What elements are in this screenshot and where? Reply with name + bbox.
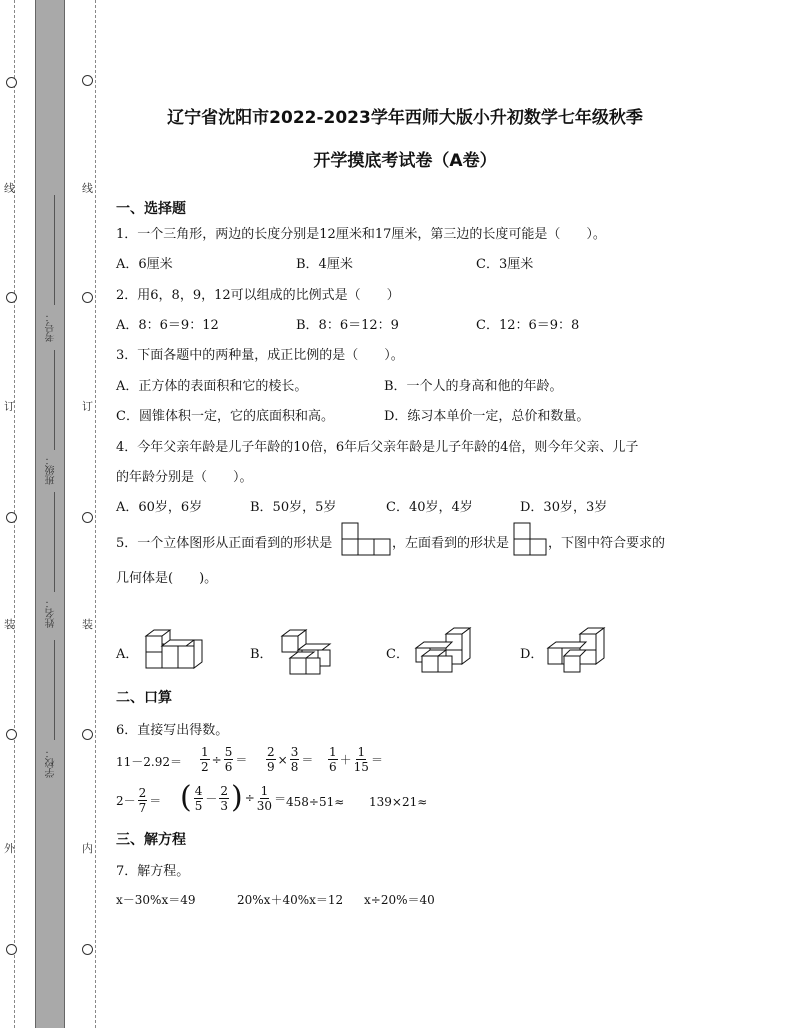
fraction: $\frac{2}{9}$: [267, 745, 275, 774]
equation-2: [237, 891, 343, 908]
calc-expr-7: [286, 795, 344, 809]
equals: ＝: [274, 791, 287, 806]
equals: ＝: [370, 753, 383, 767]
field-line: [54, 195, 55, 305]
field-line: [54, 640, 55, 740]
margin-char: 装: [4, 618, 15, 631]
punch-hole-outer: [6, 512, 17, 523]
expr-text: 2－: [116, 794, 136, 808]
question-text: ，左面看到的形状是: [392, 536, 510, 551]
right-paren: ): [231, 780, 243, 815]
option: C．圆锥体积一定，它的底面积和高。: [116, 409, 334, 424]
equation-1: [116, 891, 195, 908]
question-text: 的年龄分别是（ ）。: [116, 470, 253, 485]
page-subtitle: 开学摸底考试卷（A卷）: [313, 151, 497, 171]
margin-char: 订: [4, 400, 15, 413]
operator: －: [205, 791, 218, 806]
front-view-figure: [341, 522, 393, 556]
fraction: $\frac{1}{6}$: [329, 745, 337, 774]
option: D．练习本单价一定，总价和数量。: [384, 409, 590, 424]
punch-hole-outer: [6, 729, 17, 740]
option: A．8：6＝9：12: [116, 318, 219, 333]
question-text: 几何体是( )。: [116, 571, 218, 586]
option: A．正方体的表面积和它的棱长。: [116, 379, 308, 394]
calc-expr-6: [180, 780, 287, 815]
section-heading: 二、口算: [116, 690, 172, 706]
calc-expr-2: [200, 745, 247, 774]
margin-char: 外: [4, 842, 15, 855]
operator: ×: [277, 752, 288, 767]
fraction: $\frac{1}{2}$: [201, 745, 209, 774]
operator: ÷: [211, 752, 222, 767]
option: B．一个人的身高和他的年龄。: [384, 379, 563, 394]
option: C．12：6＝9：8: [476, 318, 580, 333]
question-text: ，下图中符合要求的: [548, 536, 666, 551]
field-line: [54, 350, 55, 450]
option: B．: [250, 647, 273, 662]
calc-expr-8: [369, 795, 427, 809]
question-text: 5．一个立体图形从正面看到的形状是: [116, 536, 333, 551]
margin-char: 线: [82, 182, 93, 195]
option: D．30岁，3岁: [520, 500, 608, 515]
left-view-figure: [513, 522, 549, 556]
equals: ＝: [301, 753, 314, 767]
option: A．6厘米: [116, 257, 173, 272]
equals: ＝: [235, 753, 248, 767]
left-paren: (: [180, 780, 192, 815]
section-heading: 一、选择题: [116, 201, 186, 217]
punch-hole-inner: [82, 944, 93, 955]
punch-hole-inner: [82, 292, 93, 303]
calc-expr-4: [328, 745, 383, 774]
section-heading: 三、解方程: [116, 832, 186, 848]
fraction: $\frac{2}{3}$: [220, 783, 229, 813]
fraction: $\frac{5}{6}$: [224, 745, 233, 774]
expr-text: 20%x＋40%x＝12: [237, 893, 344, 907]
option: B．50岁，5岁: [250, 500, 337, 515]
expr-text: x÷20%＝40: [364, 893, 435, 907]
question-text: 6．直接写出得数。: [116, 723, 229, 738]
calc-expr-3: [266, 745, 313, 774]
solid-figure-a: [142, 628, 210, 672]
margin-char: 装: [82, 618, 93, 631]
punch-hole-inner: [82, 512, 93, 523]
solid-figure-b: [276, 628, 344, 676]
field-label-exam-no: 考号：: [46, 312, 57, 342]
fraction: $\frac{3}{8}$: [290, 745, 299, 774]
operator: ＋: [339, 753, 352, 767]
option: B．8：6＝12：9: [296, 318, 399, 333]
expr-text: x－30%x＝49: [116, 893, 196, 907]
punch-hole-outer: [6, 292, 17, 303]
equals: ＝: [149, 794, 162, 808]
page-title: 辽宁省沈阳市2022-2023学年西师大版小升初数学七年级秋季: [167, 108, 643, 128]
question-text: 2．用6，8，9，12可以组成的比例式是（ ）: [116, 288, 400, 303]
option: B．4厘米: [296, 257, 353, 272]
expr-text: 139×21≈: [369, 795, 428, 809]
expr-text: 458÷51≈: [286, 795, 345, 809]
calc-expr-5: [116, 786, 161, 815]
fraction: $\frac{1}{30}$: [256, 783, 273, 813]
option: C．3厘米: [476, 257, 534, 272]
solid-figure-d: [544, 626, 606, 676]
punch-hole-inner: [82, 75, 93, 86]
margin-char: 线: [4, 182, 15, 195]
option: C．40岁，4岁: [386, 500, 473, 515]
punch-hole-outer: [6, 77, 17, 88]
binding-strip: [35, 0, 65, 1028]
option: A．: [116, 647, 139, 662]
operator: ÷: [244, 791, 255, 805]
equation-3: [364, 891, 435, 908]
margin-char: 内: [82, 842, 93, 855]
punch-hole-inner: [82, 729, 93, 740]
fraction: $\frac{4}{5}$: [194, 783, 203, 813]
calc-expr-1: [116, 753, 182, 770]
question-text: 3．下面各题中的两种量，成正比例的是（ ）。: [116, 348, 404, 363]
option: C．: [386, 647, 409, 662]
fraction: $\frac{2}{7}$: [138, 786, 147, 815]
expr-text: 11－2.92＝: [116, 755, 182, 769]
question-text: 7．解方程。: [116, 864, 190, 879]
field-line: [54, 492, 55, 592]
field-label-name: 姓名：: [46, 598, 57, 628]
inner-dashed-line: [95, 0, 96, 1028]
option: A．60岁，6岁: [116, 500, 203, 515]
solid-figure-c: [412, 626, 472, 676]
question-text: 4．今年父亲年龄是儿子年龄的10倍，6年后父亲年龄是儿子年龄的4倍，则今年父亲、儿子: [116, 440, 639, 455]
fraction: $\frac{1}{15}$: [353, 745, 369, 774]
question-text: 1．一个三角形，两边的长度分别是12厘米和17厘米，第三边的长度可能是（ ）。: [116, 227, 606, 242]
field-label-school: 学校：: [46, 748, 57, 778]
option: D．: [520, 647, 544, 662]
field-label-class: 班级：: [46, 455, 57, 485]
margin-char: 订: [82, 400, 93, 413]
punch-hole-outer: [6, 944, 17, 955]
